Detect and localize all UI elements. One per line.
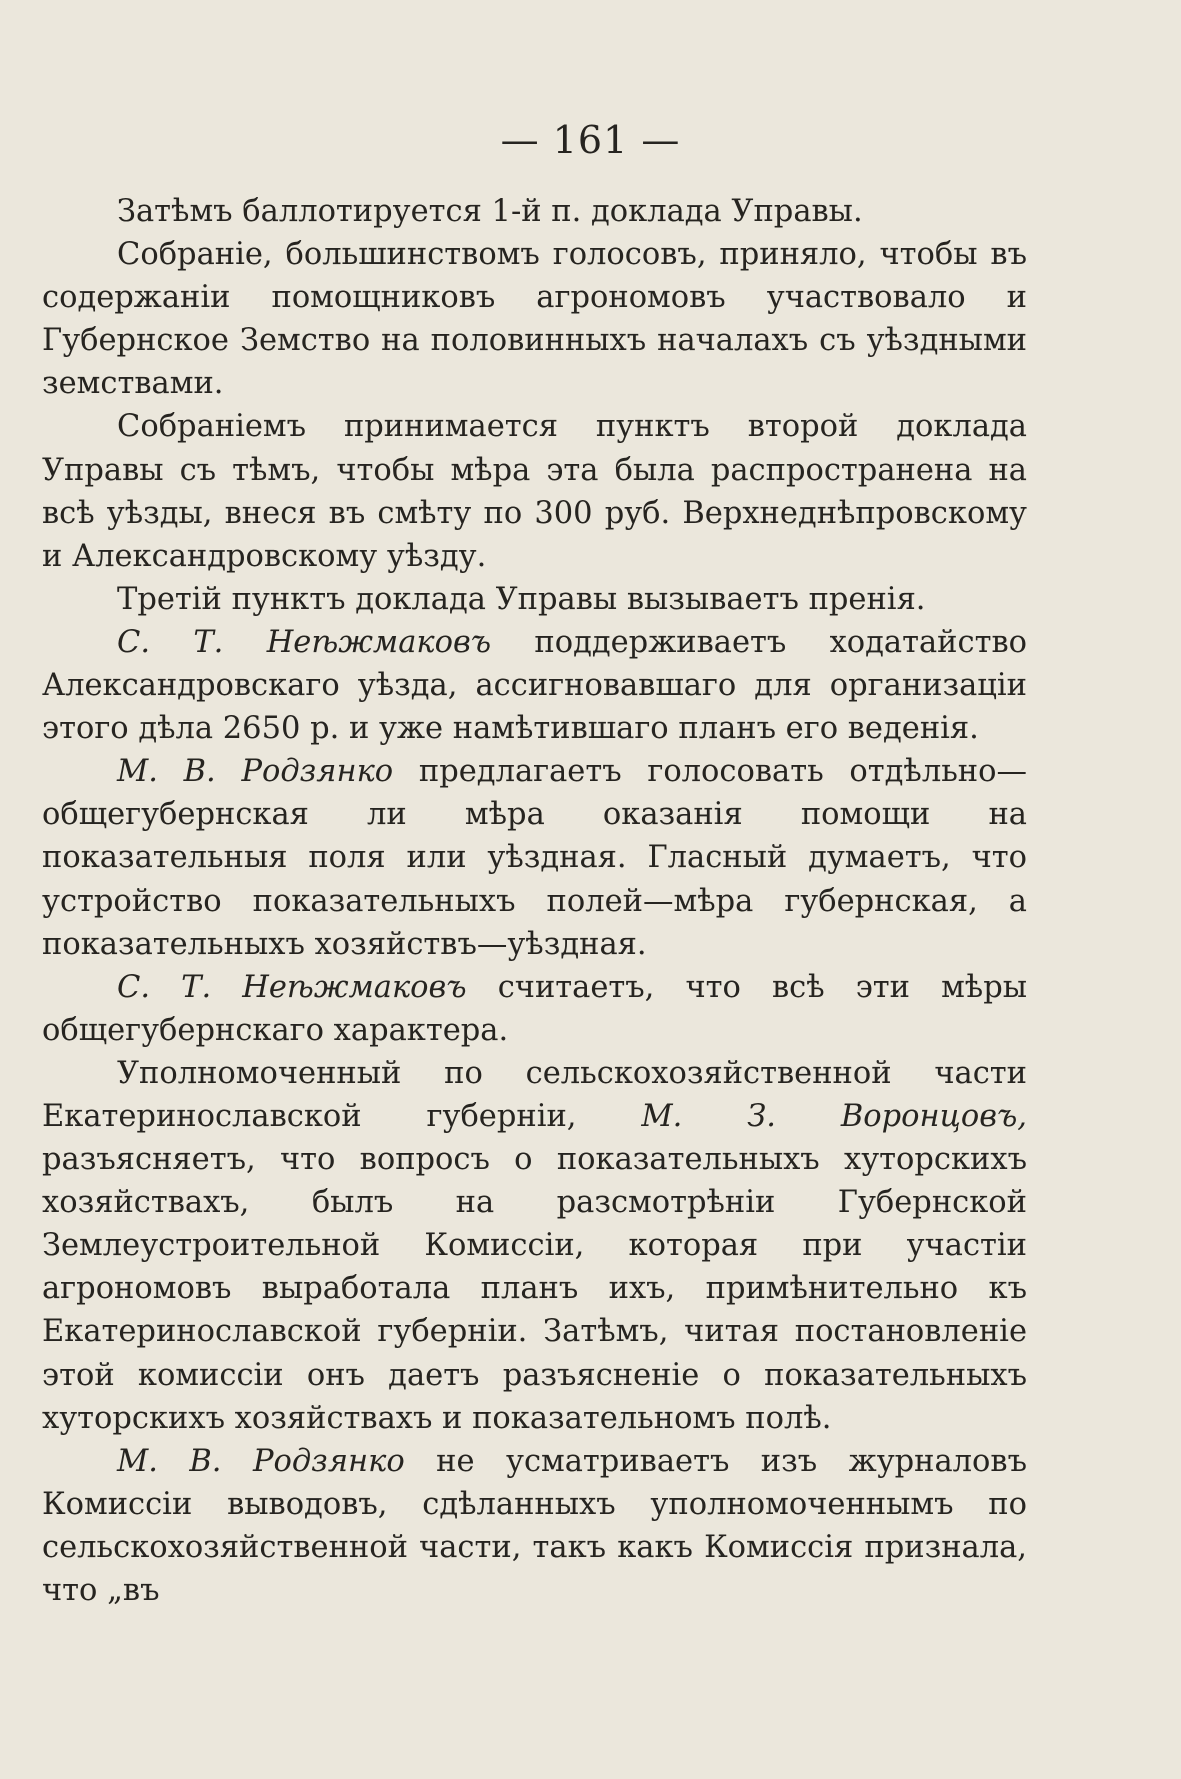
paragraph xyxy=(42,578,1027,621)
paragraph xyxy=(42,233,1027,405)
paragraph-text: Собраніемъ принимается пунктъ второй доклада Управы съ тѣмъ, чтобы мѣра эта была распространена на всѣ уѣзды, внеся въ смѣту по 300 руб. Верхнеднѣпровскому и Александровскому уѣзду. xyxy=(42,409,1027,574)
page-number: — 161 — xyxy=(500,118,681,162)
paragraph-text: не усматриваетъ изъ журналовъ Комиссіи выводовъ, сдѣланныхъ уполномоченнымъ по сельскохозяйственной части, такъ какъ Комиссія признала, что „въ xyxy=(42,1443,1027,1608)
speaker-name: С. Т. Неѣжмаковъ xyxy=(117,624,492,660)
paragraph xyxy=(42,750,1027,965)
paragraph xyxy=(42,621,1027,750)
body-text xyxy=(42,190,1027,1612)
paragraph-text: Собраніе, большинствомъ голосовъ, приняло, чтобы въ содержаніи помощниковъ агрономовъ участвовало и Губернское Земство на половинныхъ началахъ съ уѣздными земствами. xyxy=(42,237,1027,402)
paragraph-text: предлагаетъ голосовать отдѣльно— общегубернская ли мѣра оказанія помощи на показательныя поля или уѣздная. Гласный думаетъ, что устройство показательныхъ полей—мѣра губернская, а показательныхъ хозяйствъ—уѣздная. xyxy=(42,754,1027,962)
paragraph xyxy=(42,405,1027,577)
paragraph xyxy=(42,966,1027,1052)
paragraph-text: Затѣмъ баллотируется 1-й п. доклада Управы. xyxy=(117,194,863,229)
paragraph-text: Уполномоченный по сельскохозяйственной части Екатеринославской губерніи, xyxy=(42,1055,1027,1134)
paragraph-text: поддерживаетъ ходатайство Александровскаго уѣзда, ассигновавшаго для организаціи этого дѣла 2650 р. и уже намѣтившаго планъ его веденія. xyxy=(42,624,1027,747)
paragraph-text: разъясняетъ, что вопросъ о показательныхъ хуторскихъ хозяйствахъ, былъ на разсмотрѣніи Губернской Землеустроительной Комиссіи, которая при участіи агрономовъ выработала планъ ихъ, примѣнительно къ Екатеринославской губерніи. Затѣмъ, читая постановленіе этой комиссіи онъ даетъ разъясненіе о показательныхъ хуторскихъ хозяйствахъ и показательномъ полѣ. xyxy=(42,1142,1027,1436)
speaker-name: М. В. Родзянко xyxy=(117,754,394,790)
paragraph xyxy=(42,190,1027,233)
speaker-name: М. В. Родзянко xyxy=(117,1443,405,1479)
paragraph xyxy=(42,1052,1027,1440)
paragraph-text: Третій пунктъ доклада Управы вызываетъ пренія. xyxy=(117,581,926,617)
speaker-name: С. Т. Неѣжмаковъ xyxy=(117,969,467,1005)
paragraph xyxy=(42,1440,1027,1612)
paragraph-text: считаетъ, что всѣ эти мѣры общегубернскаго характера. xyxy=(42,969,1027,1048)
speaker-name: М. З. Воронцовъ, xyxy=(641,1098,1027,1134)
